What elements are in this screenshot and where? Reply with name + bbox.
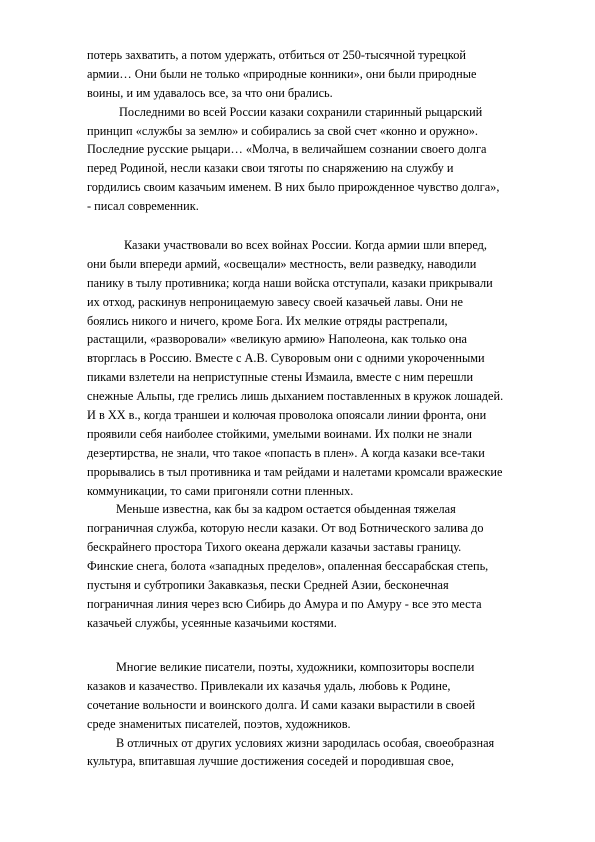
text-line: пиками взлетели на неприступные стены Измаила, вместе с ним перешли — [87, 370, 474, 385]
text-line: казаков и казачество. Привлекали их казачья удаль, любовь к Родине, — [87, 678, 451, 693]
text-line: И в XX в., когда траншеи и колючая проволока опоясали линии фронта, они — [87, 408, 487, 423]
text-line: бескрайнего простора Тихого океана держали казачьи заставы границу. — [87, 540, 462, 555]
text-block-2 — [87, 236, 557, 633]
text-line: культура, впитавшая лучшие достижения соседей и породившая свое, — [87, 754, 454, 769]
text-line: снежные Альпы, где грелись лишь дыханием поставленных в кружок лошадей. — [87, 389, 504, 404]
text-line: потерь захватить, а потом удержать, отбиться от 250-тысячной турецкой — [87, 48, 466, 62]
text-line: - писал современник. — [87, 199, 199, 214]
text-block-1 — [87, 46, 557, 216]
paragraph-start: В отличных от других условиях жизни зародилась особая, своеобразная — [116, 735, 495, 750]
text-line: прорывались в тыл противника и там рейдами и налетами кромсали вражеские — [87, 464, 503, 479]
text-line: сочетание вольности и воинского долга. И сами казаки вырастили в своей — [87, 697, 476, 712]
text-line: пограничная служба, которую несли казаки. От вод Ботнического залива до — [87, 521, 484, 536]
text-line: их отход, раскинув непроницаемую завесу своей казачьей лавы. Они не — [87, 294, 463, 309]
text-line: Последние русские рыцари… «Молча, в величайшем сознании своего долга — [87, 142, 487, 157]
text-block-3 — [87, 658, 557, 771]
paragraph-start: Многие великие писатели, поэты, художники, композиторы воспели — [116, 660, 475, 674]
text-line: гордились своим казачьим именем. В них было прирожденное чувство долга», — [87, 180, 500, 195]
text-line: дезертирства, не знали, что такое «попасть в плен». А когда казаки все-таки — [87, 445, 485, 460]
text-line: панику в тылу противника; когда наши войска отступали, казаки прикрывали — [87, 275, 493, 290]
text-line: боялись никого и ничего, кроме Бога. Их мелкие отряды растрепали, — [87, 313, 448, 328]
text-line: армии… Они были не только «природные конники», они были природные — [87, 66, 477, 81]
text-line: Финские снега, болота «западных пределов», опаленная бессарабская степь, — [87, 559, 489, 574]
text-line: пустыня и субтропики Закавказья, пески Средней Азии, бесконечная — [87, 578, 449, 593]
text-line: вторглась в Россию. Вместе с А.В. Суворовым они с одними укороченными — [87, 351, 485, 366]
text-line: казачьей службы, усеянные казачьими костями. — [87, 615, 337, 630]
text-line: растащили, «разворовали» «великую армию» Наполеона, как только она — [87, 332, 468, 347]
text-line: перед Родиной, несли казаки свои тяготы по снаряжению на службу и — [87, 161, 454, 176]
paragraph-start: Меньше известна, как бы за кадром остается обыденная тяжелая — [116, 502, 456, 517]
text-line: они были впереди армий, «освещали» местность, вели разведку, наводили — [87, 256, 477, 271]
text-line: пограничная линия через всю Сибирь до Амура и по Амуру - все это места — [87, 596, 482, 611]
paragraph-start: Казаки участвовали во всех войнах России. Когда армии шли вперед, — [124, 238, 487, 252]
text-line: принцип «службы за землю» и собирались за свой счет «конно и оружно». — [87, 123, 478, 138]
text-line: проявили себя наиболее стойкими, умелыми воинами. Их полки не знали — [87, 426, 473, 441]
text-line: коммуникации, то сами пригоняли сотни пленных. — [87, 483, 354, 498]
paragraph-start: Последними во всей России казаки сохранили старинный рыцарский — [119, 104, 483, 119]
text-line: воины, и им удавалось все, за что они брались. — [87, 85, 333, 100]
text-line: среде знаменитых писателей, поэтов, художников. — [87, 716, 351, 731]
